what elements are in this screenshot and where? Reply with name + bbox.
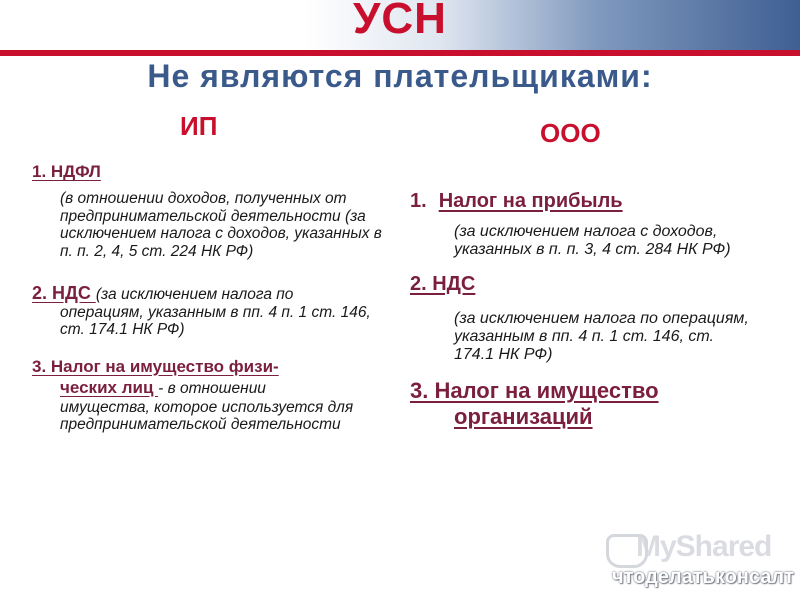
slide-title: УСН xyxy=(353,0,447,43)
left-item-3-line2 xyxy=(60,378,392,399)
right-item-2 xyxy=(410,273,770,296)
left-item-2 xyxy=(32,284,392,339)
right-item-2-heading: 2. НДС xyxy=(410,273,476,295)
left-item-3-heading-line1: 3. Налог на имущество физи- xyxy=(32,356,279,376)
left-item-1 xyxy=(32,162,392,182)
left-item-1-note: (в отношении доходов, полученных от предпринимательской деятельности (за исключением налога с доходов, указанных в п. п. 2, 4, 5 ст. 224 НК РФ) xyxy=(60,190,382,260)
right-item-3-heading-line1: 3. Налог на имущество xyxy=(410,378,659,403)
right-item-1-note: (за исключением налога с доходов, указанных в п. п. 3, 4 ст. 284 НК РФ) xyxy=(454,223,731,258)
left-item-2-note-start: (за исключением налога по xyxy=(95,286,294,303)
watermark xyxy=(606,530,794,590)
left-item-1-heading: 1. НДФЛ xyxy=(32,162,101,181)
right-item-3-line2 xyxy=(454,404,770,430)
left-item-3-note-start: - в отношении xyxy=(158,379,266,397)
right-column xyxy=(410,190,770,430)
header-red-line xyxy=(0,50,800,56)
left-item-2-heading: 2. НДС xyxy=(32,283,96,303)
watermark-text: MyShared xyxy=(636,530,772,563)
right-item-2-note: (за исключением налога по операциям, указанным в пп. 4 п. 1 ст. 146, ст. 174.1 НК РФ) xyxy=(454,310,749,363)
right-item-3-heading-line2: организаций xyxy=(454,404,593,429)
slide-subtitle: Не являются плательщиками: xyxy=(147,58,653,94)
left-column xyxy=(32,162,392,433)
left-column-header: ИП xyxy=(180,111,218,141)
watermark-brand: чтоделатьконсалт xyxy=(612,566,794,588)
right-item-3 xyxy=(410,378,770,430)
left-item-3-heading-line2: ческих лиц xyxy=(60,377,159,397)
right-item-1-heading: Налог на прибыль xyxy=(438,190,623,212)
left-item-2-note-rest: операциям, указанным в пп. 4 п. 1 ст. 146, ст. 174.1 НК РФ) xyxy=(60,303,371,338)
right-item-1 xyxy=(410,190,770,213)
right-column-header: ООО xyxy=(540,118,601,148)
right-item-1-number: 1. xyxy=(410,190,427,212)
left-item-3-note-rest: имущества, которое используется для предпринимательской деятельности xyxy=(60,398,354,433)
left-item-3 xyxy=(32,357,392,433)
